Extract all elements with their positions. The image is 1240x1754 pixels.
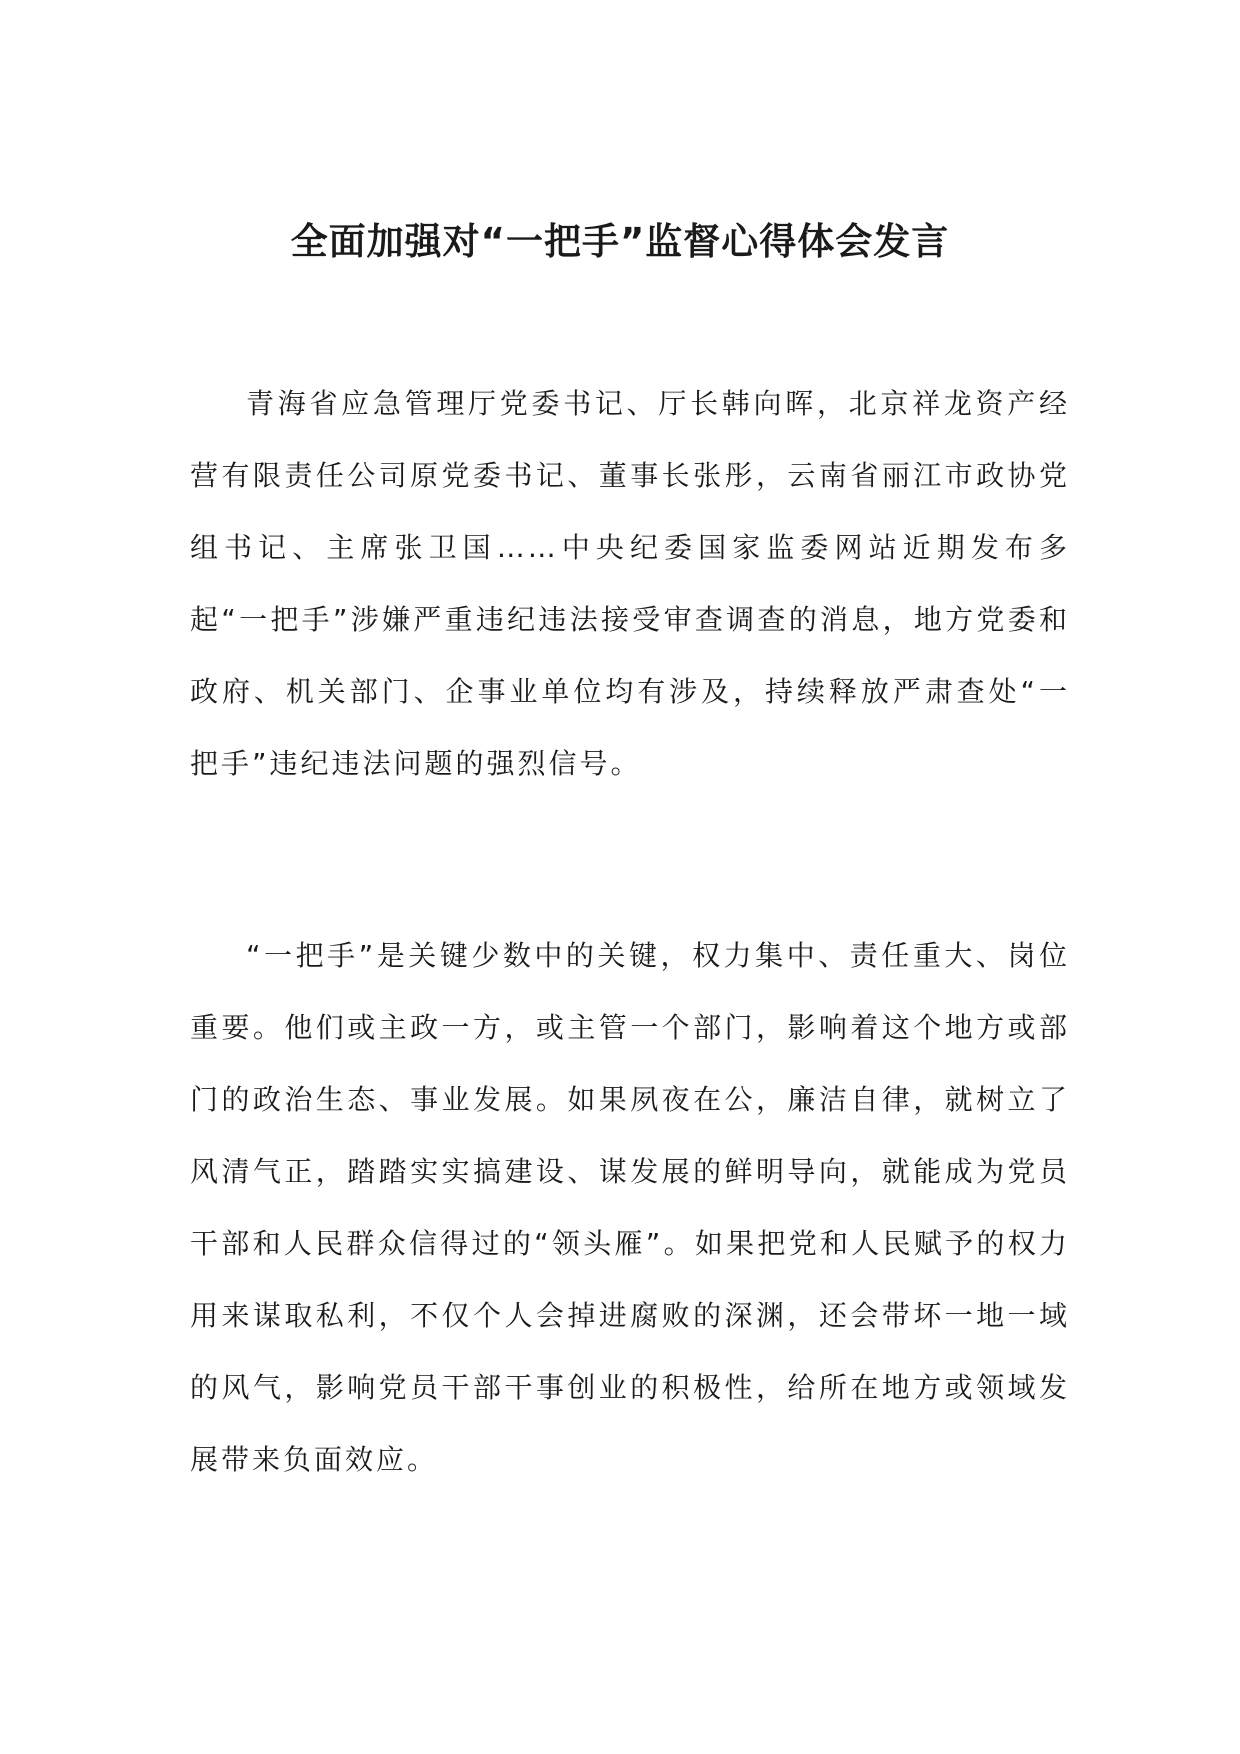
document-title: 全面加强对“一把手”监督心得体会发言 bbox=[290, 220, 950, 263]
body-paragraph: 青海省应急管理厅党委书记、厅长韩向晖，北京祥龙资产经营有限责任公司原党委书记、董事长张彤，云南省丽江市政协党组书记、主席张卫国……中央纪委国家监委网站近期发布多起“一把手”涉嫌严重违纪违法接受审查调查的消息，地方党委和政府、机关部门、企事业单位均有涉及，持续释放严肃查处“一把手”违纪违法问题的强烈信号。 bbox=[190, 387, 1070, 780]
body-paragraph: “一把手”是关键少数中的关键，权力集中、责任重大、岗位重要。他们或主政一方，或主管一个部门，影响着这个地方或部门的政治生态、事业发展。如果夙夜在公，廉洁自律，就树立了风清气正，踏踏实实搞建设、谋发展的鲜明导向，就能成为党员干部和人民群众信得过的“领头雁”。如果把党和人民赋予的权力用来谋取私利，不仅个人会掉进腐败的深渊，还会带坏一地一域的风气，影响党员干部干事创业的积极性，给所在地方或领域发展带来负面效应。 bbox=[190, 939, 1070, 1476]
